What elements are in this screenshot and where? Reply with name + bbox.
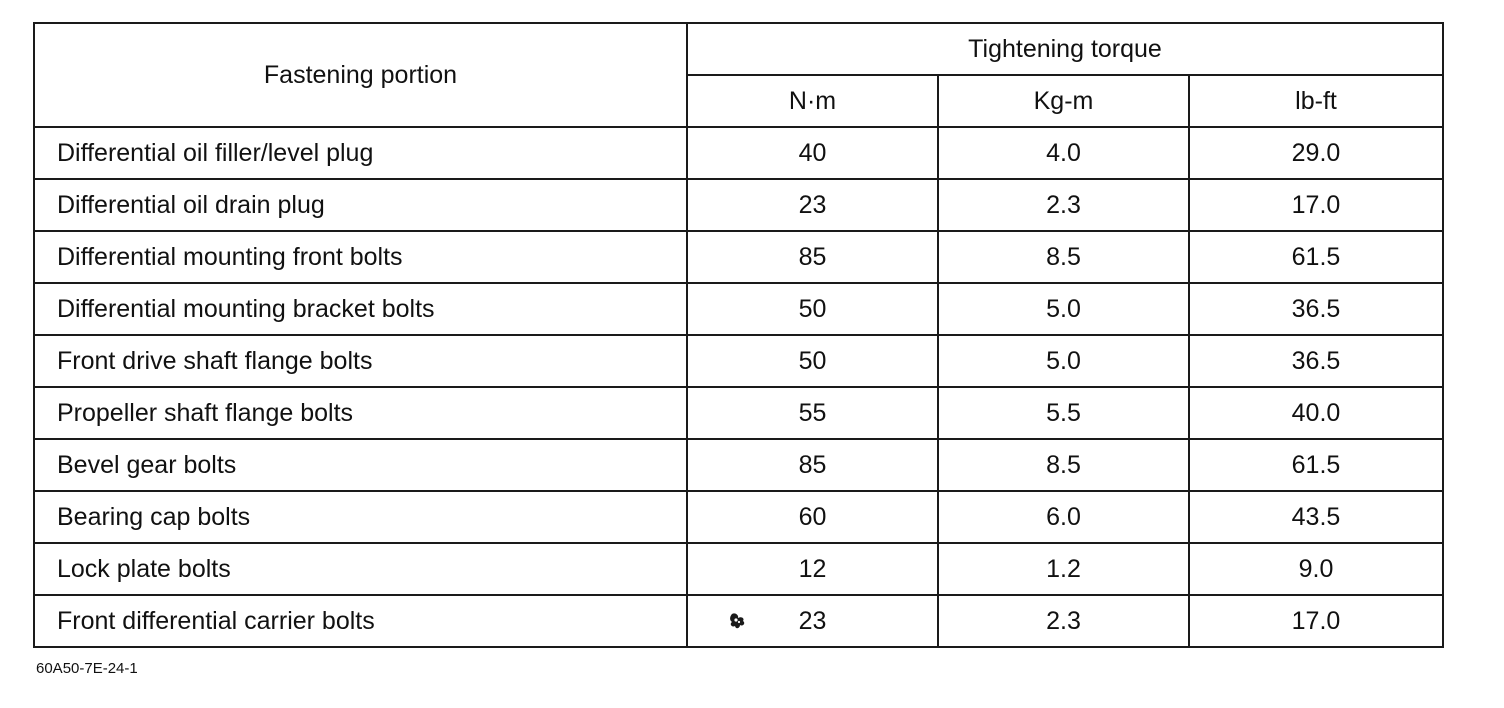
nm-value: 23 — [687, 179, 938, 231]
row-label: Lock plate bolts — [34, 543, 687, 595]
tightening-torque-header: Tightening torque — [687, 23, 1443, 75]
kgm-value: 6.0 — [938, 491, 1189, 543]
nm-value: 55 — [687, 387, 938, 439]
table-header — [34, 23, 1443, 127]
figure-code: 60A50-7E-24-1 — [36, 660, 138, 677]
table-row — [34, 231, 1443, 283]
lbft-value: 40.0 — [1189, 387, 1443, 439]
torque-table — [33, 22, 1444, 648]
lbft-value: 61.5 — [1189, 231, 1443, 283]
unit-header-kgm: Kg-m — [938, 75, 1189, 127]
table-row — [34, 595, 1443, 647]
row-label: Differential oil drain plug — [34, 179, 687, 231]
nm-value: 50 — [687, 283, 938, 335]
lbft-value: 36.5 — [1189, 335, 1443, 387]
nm-value: 85 — [687, 439, 938, 491]
table-row — [34, 283, 1443, 335]
table-row — [34, 387, 1443, 439]
header-row-top — [34, 23, 1443, 75]
row-label: Front drive shaft flange bolts — [34, 335, 687, 387]
kgm-value: 1.2 — [938, 543, 1189, 595]
lbft-value: 61.5 — [1189, 439, 1443, 491]
lbft-value: 29.0 — [1189, 127, 1443, 179]
row-label: Propeller shaft flange bolts — [34, 387, 687, 439]
lbft-value: 17.0 — [1189, 595, 1443, 647]
nm-value: 12 — [687, 543, 938, 595]
row-label: Bevel gear bolts — [34, 439, 687, 491]
table-body — [34, 127, 1443, 647]
lbft-value: 9.0 — [1189, 543, 1443, 595]
row-label: Differential mounting bracket bolts — [34, 283, 687, 335]
table-row — [34, 179, 1443, 231]
kgm-value: 8.5 — [938, 439, 1189, 491]
table-row — [34, 491, 1443, 543]
nm-value: 23 — [798, 606, 827, 635]
sealant-mark-icon — [728, 611, 748, 631]
table-row — [34, 335, 1443, 387]
kgm-value: 5.0 — [938, 335, 1189, 387]
kgm-value: 5.5 — [938, 387, 1189, 439]
lbft-value: 43.5 — [1189, 491, 1443, 543]
nm-value: 85 — [687, 231, 938, 283]
kgm-value: 8.5 — [938, 231, 1189, 283]
kgm-value: 2.3 — [938, 179, 1189, 231]
lbft-value: 17.0 — [1189, 179, 1443, 231]
table-row — [34, 543, 1443, 595]
nm-value: 60 — [687, 491, 938, 543]
row-label: Front differential carrier bolts — [34, 595, 687, 647]
nm-value: 50 — [687, 335, 938, 387]
row-label: Differential mounting front bolts — [34, 231, 687, 283]
row-label: Differential oil filler/level plug — [34, 127, 687, 179]
unit-header-lbft: lb-ft — [1189, 75, 1443, 127]
lbft-value: 36.5 — [1189, 283, 1443, 335]
kgm-value: 4.0 — [938, 127, 1189, 179]
unit-header-nm: N·m — [687, 75, 938, 127]
table-row — [34, 439, 1443, 491]
fastening-portion-header: Fastening portion — [34, 23, 687, 127]
table-row — [34, 127, 1443, 179]
nm-value: 40 — [687, 127, 938, 179]
kgm-value: 2.3 — [938, 595, 1189, 647]
row-label: Bearing cap bolts — [34, 491, 687, 543]
nm-value-with-mark — [687, 595, 938, 647]
kgm-value: 5.0 — [938, 283, 1189, 335]
